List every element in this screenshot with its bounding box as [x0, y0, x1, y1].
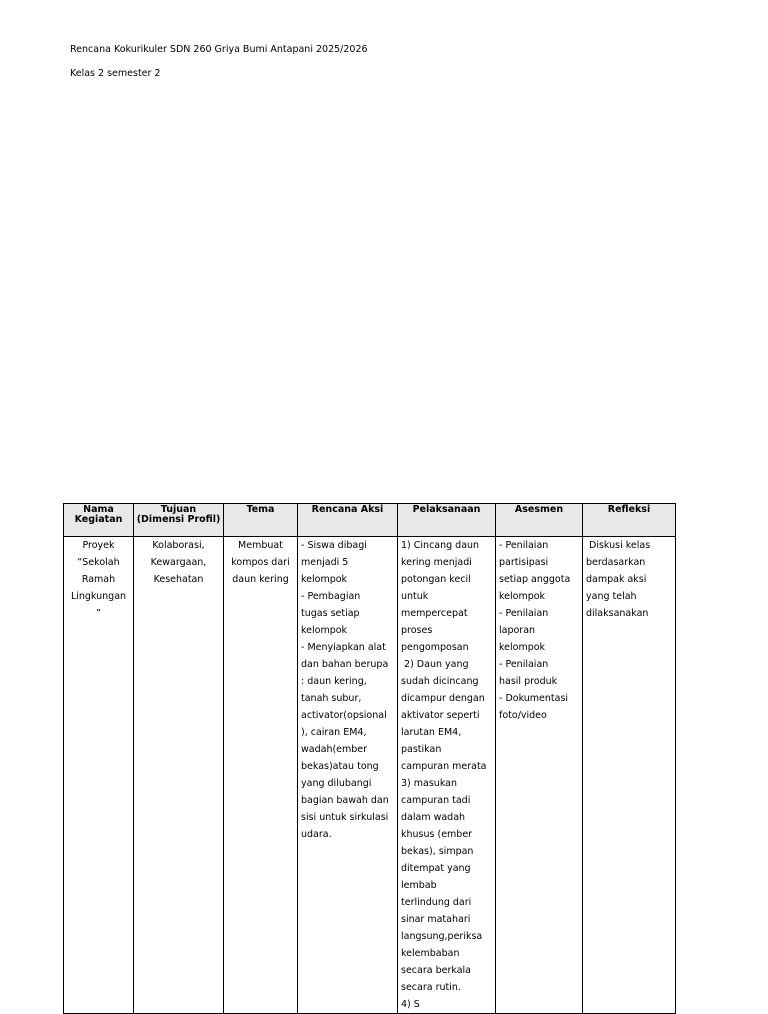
- cell-refleksi: Diskusi kelas berdasarkan dampak aksi yang telah dilaksanakan: [586, 540, 651, 619]
- header-asesmen: Asesmen: [496, 504, 583, 537]
- document-title: Rencana Kokurikuler SDN 260 Griya Bumi Antapani 2025/2026: [70, 44, 368, 55]
- header-rencana-aksi: Rencana Aksi: [298, 504, 398, 537]
- header-pelaksanaan: Pelaksanaan: [398, 504, 496, 537]
- document-subtitle: Kelas 2 semester 2: [70, 68, 161, 79]
- header-nama-kegiatan: Nama Kegiatan: [64, 504, 134, 537]
- cell-nama-kegiatan: Proyek “Sekolah Ramah Lingkungan ”: [70, 540, 127, 619]
- header-tujuan: Tujuan (Dimensi Profil): [134, 504, 224, 537]
- table-header-row: [64, 504, 676, 537]
- header-refleksi: Refleksi: [583, 504, 676, 537]
- cell-tujuan: Kolaborasi, Kewargaan, Kesehatan: [150, 540, 207, 585]
- cell-pelaksanaan: 1) Cincang daun kering menjadi potongan kecil untuk mempercepat proses pengomposan 2) Daun yang sudah dicincang dicampur dengan aktivator seperti larutan EM4, pastikan campuran merata 3) masukan campuran tadi dalam wadah khusus (ember bekas), simpan ditempat yang lembab terlindung dari sinar matahari langsung,periksa kelembaban secara berkala secara rutin. 4) S: [401, 540, 487, 1010]
- table-row: [64, 537, 676, 1014]
- cell-tema: Membuat kompos dari daun kering: [231, 540, 290, 585]
- cell-asesmen: - Penilaian partisipasi setiap anggota kelompok - Penilaian laporan kelompok - Penilaian hasil produk - Dokumentasi foto/video: [499, 540, 571, 721]
- cell-rencana-aksi: - Siswa dibagi menjadi 5 kelompok - Pembagian tugas setiap kelompok - Menyiapkan alat dan bahan berupa : daun kering, tanah subur, activator(opsional ), cairan EM4, wadah(ember bekas)atau tong yang dilubangi bagian bawah dan sisi untuk sirkulasi udara.: [301, 540, 389, 840]
- header-tema: Tema: [224, 504, 298, 537]
- kokurikuler-table: [63, 503, 676, 1014]
